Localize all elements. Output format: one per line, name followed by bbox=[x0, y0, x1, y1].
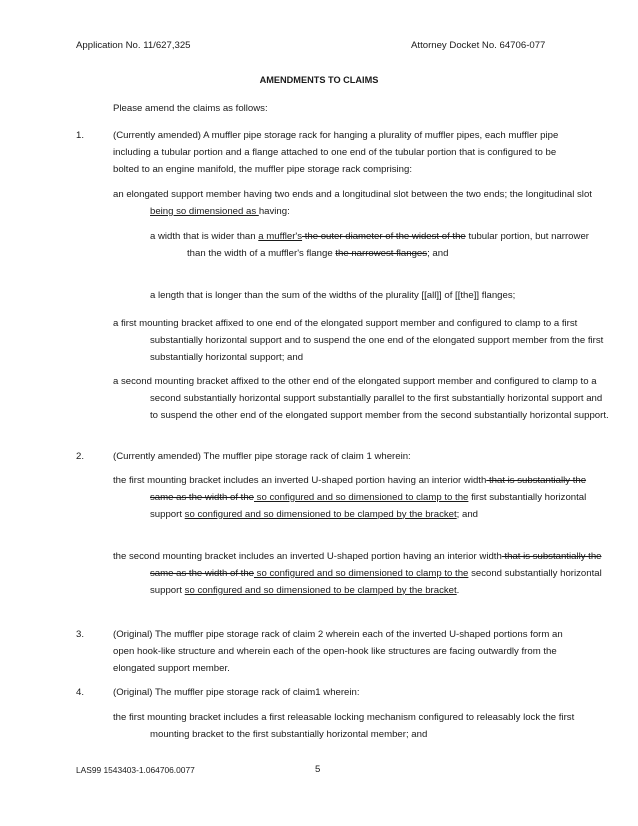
text-run: tubular portion, but narrower than the width of a muffler's flange bbox=[187, 231, 589, 259]
claim-lead: (Original) The muffler pipe storage rack of claim1 wherein: bbox=[113, 687, 360, 698]
application-number: Application No. 11/627,325 bbox=[76, 40, 191, 51]
text-run: a width that is wider than bbox=[150, 231, 259, 242]
deleted-text: the narrowest flanges bbox=[335, 247, 428, 259]
claim-number: 1. bbox=[76, 130, 85, 141]
attorney-docket: Attorney Docket No. 64706-077 bbox=[411, 40, 546, 51]
deleted-text: that is substantially the same as the width of the bbox=[150, 475, 587, 503]
inserted-text: so configured and so dimensioned to clamp to the bbox=[254, 491, 469, 503]
inserted-text: so configured and so dimensioned to be clamped by the bracket bbox=[184, 508, 457, 520]
claim-paragraph: a first mounting bracket affixed to one end of the elongated support member and configured to clamp to a first substantially horizontal support and to suspend the one end of the elongated support member from the first substantially horizontal support; and bbox=[113, 318, 604, 363]
claim-paragraph bbox=[113, 473, 610, 523]
claim-number: 4. bbox=[76, 687, 85, 698]
page-number: 5 bbox=[315, 764, 321, 775]
inserted-text: so configured and so dimensioned to clamp to the bbox=[254, 567, 469, 579]
deleted-text: that is substantially the same as the width of the bbox=[150, 551, 602, 579]
inserted-text: a muffler's bbox=[258, 231, 303, 242]
text-run: having: bbox=[258, 205, 290, 217]
text-run: an elongated support member having two ends and a longitudinal slot between the two ends; the longitudinal slot bbox=[113, 189, 592, 200]
claim-paragraph bbox=[113, 187, 610, 221]
claim-paragraph: a length that is longer than the sum of the widths of the plurality [[all]] of [[the]] flanges; bbox=[150, 290, 516, 301]
claim-paragraph bbox=[150, 229, 610, 263]
text-run: ; and bbox=[427, 247, 449, 259]
claim-lead: (Currently amended) A muffler pipe storage rack for hanging a plurality of muffler pipes, each muffler pipe including a tubular portion and a flange attached to one end of the tubular portion that is configured to be bolted to an engine manifold, the muffler pipe storage rack comprising: bbox=[113, 130, 559, 175]
claim-lead: (Currently amended) The muffler pipe storage rack of claim 1 wherein: bbox=[113, 451, 411, 462]
text-run: the first mounting bracket includes an inverted U-shaped portion having an interior width bbox=[113, 475, 487, 486]
text-run: first substantially horizontal support bbox=[150, 491, 587, 520]
text-run: ; and bbox=[456, 508, 479, 520]
intro-text: Please amend the claims as follows: bbox=[113, 103, 268, 114]
text-run: second substantially horizontal support bbox=[150, 567, 602, 596]
claim-number: 2. bbox=[76, 451, 85, 462]
page-title: AMENDMENTS TO CLAIMS bbox=[259, 75, 379, 85]
claim-paragraph: a second mounting bracket affixed to the other end of the elongated support member and configured to clamp to a second substantially horizontal support substantially parallel to the first substantially horizontal support and to suspend the other end of the elongated support member from the second substantially horizontal support. bbox=[113, 376, 609, 421]
inserted-text: being so dimensioned as bbox=[150, 205, 259, 217]
claim-lead: (Original) The muffler pipe storage rack of claim 2 wherein each of the inverted U-shaped portions form an open hook-like structure and wherein each of the open-hook like structures are facing outwardly from the elongated support member. bbox=[113, 629, 563, 674]
claim-paragraph: the first mounting bracket includes a first releasable locking mechanism configured to releasably lock the first mounting bracket to the first substantially horizontal member; and bbox=[113, 712, 575, 740]
claim-number: 3. bbox=[76, 629, 85, 640]
text-run: the second mounting bracket includes an inverted U-shaped portion having an interior width bbox=[113, 551, 502, 562]
document-id: LAS99 1543403-1.064706.0077 bbox=[76, 765, 195, 775]
text-run: . bbox=[456, 584, 460, 596]
deleted-text: the outer diameter of the widest of the bbox=[302, 231, 466, 242]
inserted-text: so configured and so dimensioned to be clamped by the bracket bbox=[184, 584, 457, 596]
claim-paragraph bbox=[113, 549, 610, 599]
